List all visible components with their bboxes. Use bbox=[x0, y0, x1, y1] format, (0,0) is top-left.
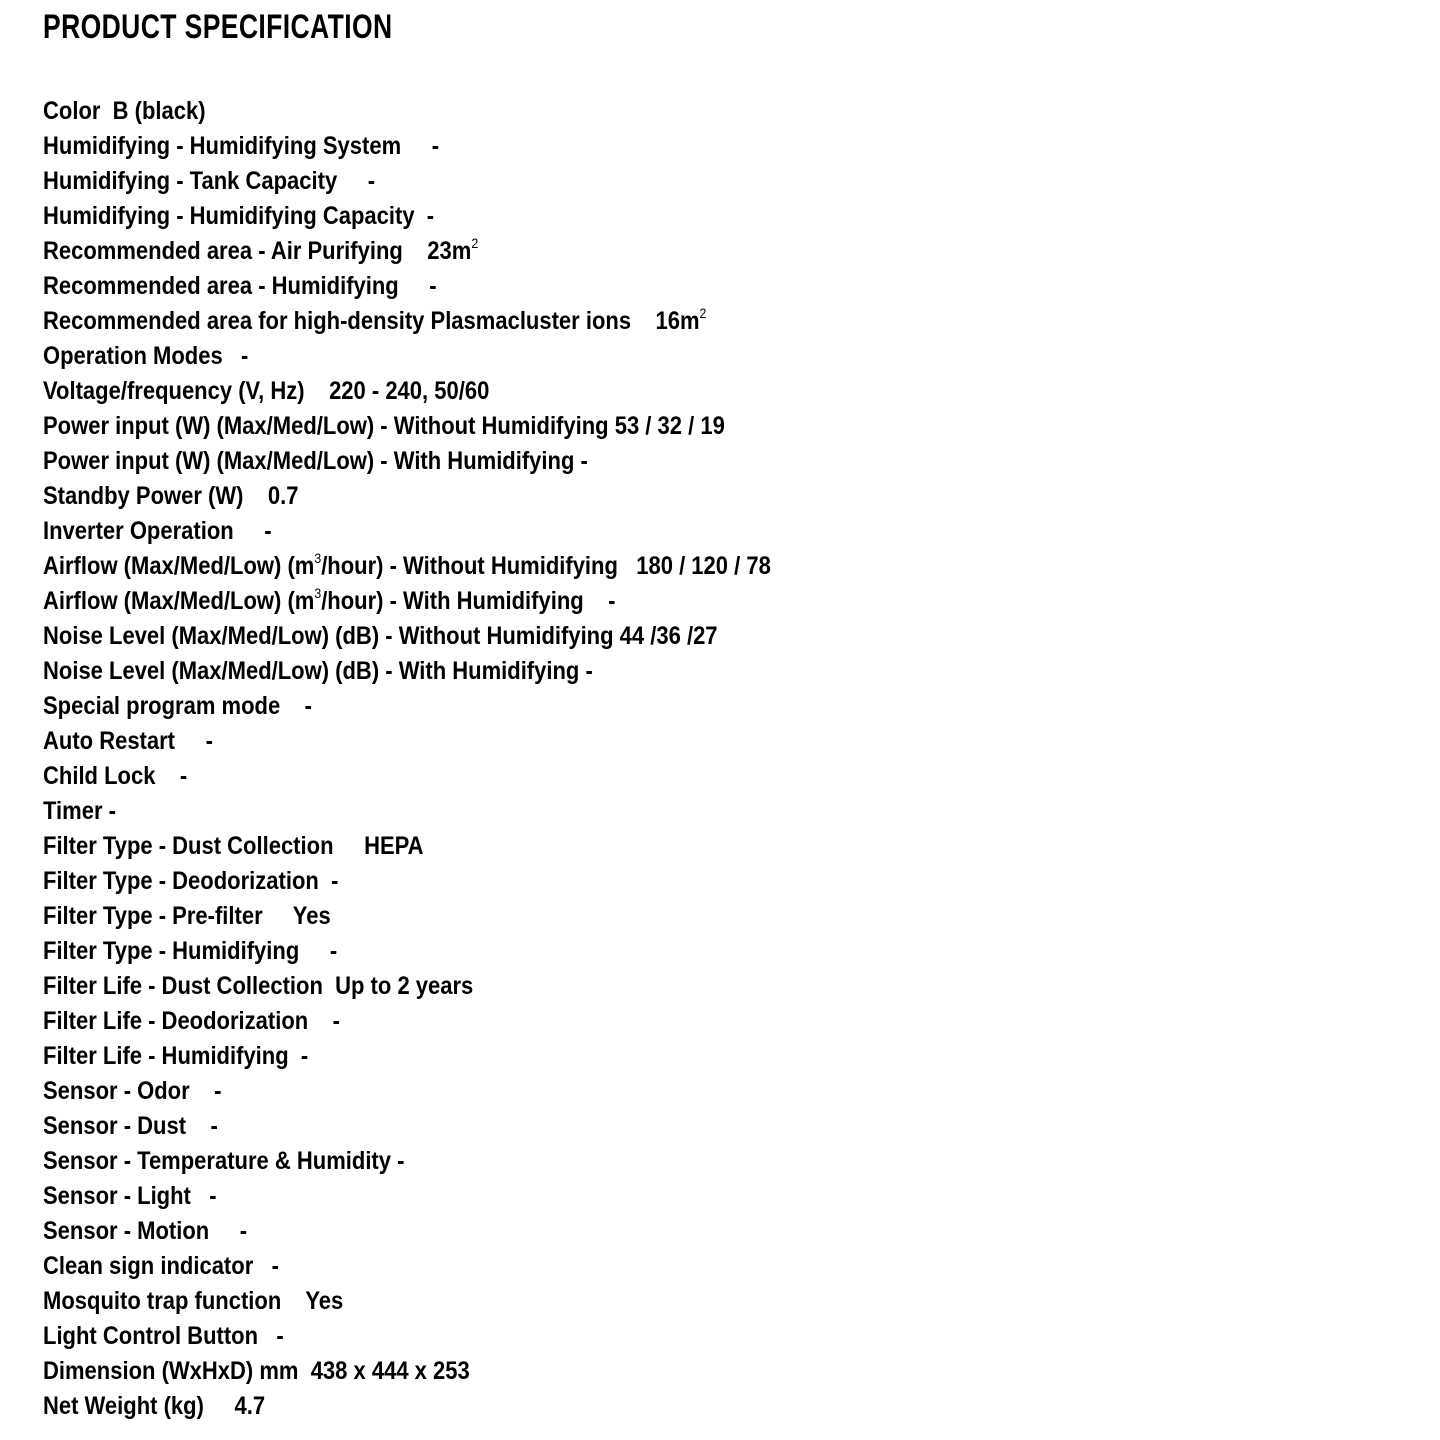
spec-text: Mosquito trap function Yes bbox=[43, 1287, 344, 1315]
spec-text: Humidifying - Tank Capacity - bbox=[43, 167, 376, 195]
spec-text: Recommended area - Air Purifying 23m bbox=[43, 237, 472, 265]
spec-row bbox=[43, 619, 771, 654]
spec-text: Humidifying - Humidifying Capacity - bbox=[43, 202, 435, 230]
spec-text: Noise Level (Max/Med/Low) (dB) - With Humidifying - bbox=[43, 657, 593, 685]
spec-row bbox=[43, 444, 771, 479]
spec-text: Clean sign indicator - bbox=[43, 1252, 279, 1280]
spec-row bbox=[43, 934, 771, 969]
spec-text: Standby Power (W) 0.7 bbox=[43, 482, 299, 510]
spec-text: Color B (black) bbox=[43, 97, 206, 125]
spec-text: Net Weight (kg) 4.7 bbox=[43, 1392, 266, 1420]
spec-text: Filter Type - Pre-filter Yes bbox=[43, 902, 331, 930]
spec-text: Power input (W) (Max/Med/Low) - With Humidifying - bbox=[43, 447, 588, 475]
spec-superscript: 3 bbox=[314, 585, 322, 601]
page-title: PRODUCT SPECIFICATION bbox=[43, 8, 393, 46]
spec-text: Dimension (WxHxD) mm 438 x 444 x 253 bbox=[43, 1357, 470, 1385]
spec-text: Filter Type - Dust Collection HEPA bbox=[43, 832, 424, 860]
spec-text: Inverter Operation - bbox=[43, 517, 272, 545]
spec-row bbox=[43, 1039, 771, 1074]
spec-row bbox=[43, 1284, 771, 1319]
spec-row bbox=[43, 164, 771, 199]
spec-row bbox=[43, 1109, 771, 1144]
spec-row bbox=[43, 269, 771, 304]
spec-row bbox=[43, 94, 771, 129]
spec-text: /hour) - With Humidifying - bbox=[321, 587, 616, 615]
spec-row bbox=[43, 1249, 771, 1284]
spec-text: Filter Type - Deodorization - bbox=[43, 867, 339, 895]
spec-row bbox=[43, 1004, 771, 1039]
spec-row bbox=[43, 969, 771, 1004]
spec-text: Sensor - Light - bbox=[43, 1182, 217, 1210]
spec-row bbox=[43, 374, 771, 409]
spec-superscript: 2 bbox=[471, 235, 479, 251]
spec-row bbox=[43, 1074, 771, 1109]
spec-superscript: 3 bbox=[314, 550, 322, 566]
spec-row bbox=[43, 339, 771, 374]
spec-text: Recommended area - Humidifying - bbox=[43, 272, 437, 300]
spec-text: Timer - bbox=[43, 797, 116, 825]
spec-text: Sensor - Odor - bbox=[43, 1077, 222, 1105]
spec-text: Sensor - Motion - bbox=[43, 1217, 248, 1245]
spec-text: Humidifying - Humidifying System - bbox=[43, 132, 440, 160]
spec-text: Filter Life - Dust Collection Up to 2 years bbox=[43, 972, 474, 1000]
spec-row bbox=[43, 584, 771, 619]
spec-text: Noise Level (Max/Med/Low) (dB) - Without Humidifying 44 /36 /27 bbox=[43, 622, 718, 650]
spec-row bbox=[43, 199, 771, 234]
spec-row bbox=[43, 724, 771, 759]
spec-row bbox=[43, 1389, 771, 1424]
spec-superscript: 2 bbox=[699, 305, 707, 321]
spec-text: Recommended area for high-density Plasmacluster ions 16m bbox=[43, 307, 700, 335]
spec-row bbox=[43, 899, 771, 934]
spec-row bbox=[43, 1144, 771, 1179]
spec-row bbox=[43, 234, 771, 269]
spec-text: Voltage/frequency (V, Hz) 220 - 240, 50/60 bbox=[43, 377, 490, 405]
spec-text: Light Control Button - bbox=[43, 1322, 284, 1350]
spec-row bbox=[43, 409, 771, 444]
spec-text: /hour) - Without Humidifying 180 / 120 / 78 bbox=[321, 552, 771, 580]
spec-text: Filter Type - Humidifying - bbox=[43, 937, 338, 965]
spec-row bbox=[43, 1354, 771, 1389]
spec-row bbox=[43, 689, 771, 724]
spec-row bbox=[43, 1214, 771, 1249]
spec-text: Power input (W) (Max/Med/Low) - Without Humidifying 53 / 32 / 19 bbox=[43, 412, 725, 440]
spec-text: Special program mode - bbox=[43, 692, 312, 720]
spec-row bbox=[43, 864, 771, 899]
spec-text: Airflow (Max/Med/Low) (m bbox=[43, 587, 315, 615]
spec-row bbox=[43, 514, 771, 549]
spec-row bbox=[43, 794, 771, 829]
spec-text: Sensor - Temperature & Humidity - bbox=[43, 1147, 405, 1175]
spec-row bbox=[43, 759, 771, 794]
spec-text: Filter Life - Humidifying - bbox=[43, 1042, 309, 1070]
spec-text: Auto Restart - bbox=[43, 727, 213, 755]
spec-row bbox=[43, 479, 771, 514]
spec-text: Operation Modes - bbox=[43, 342, 249, 370]
spec-text: Sensor - Dust - bbox=[43, 1112, 218, 1140]
spec-row bbox=[43, 1319, 771, 1354]
spec-row bbox=[43, 304, 771, 339]
spec-row bbox=[43, 654, 771, 689]
spec-row bbox=[43, 129, 771, 164]
spec-text: Airflow (Max/Med/Low) (m bbox=[43, 552, 315, 580]
spec-row bbox=[43, 549, 771, 584]
spec-text: Child Lock - bbox=[43, 762, 188, 790]
spec-row bbox=[43, 1179, 771, 1214]
spec-text: Filter Life - Deodorization - bbox=[43, 1007, 340, 1035]
spec-list bbox=[43, 94, 870, 1424]
spec-row bbox=[43, 829, 771, 864]
